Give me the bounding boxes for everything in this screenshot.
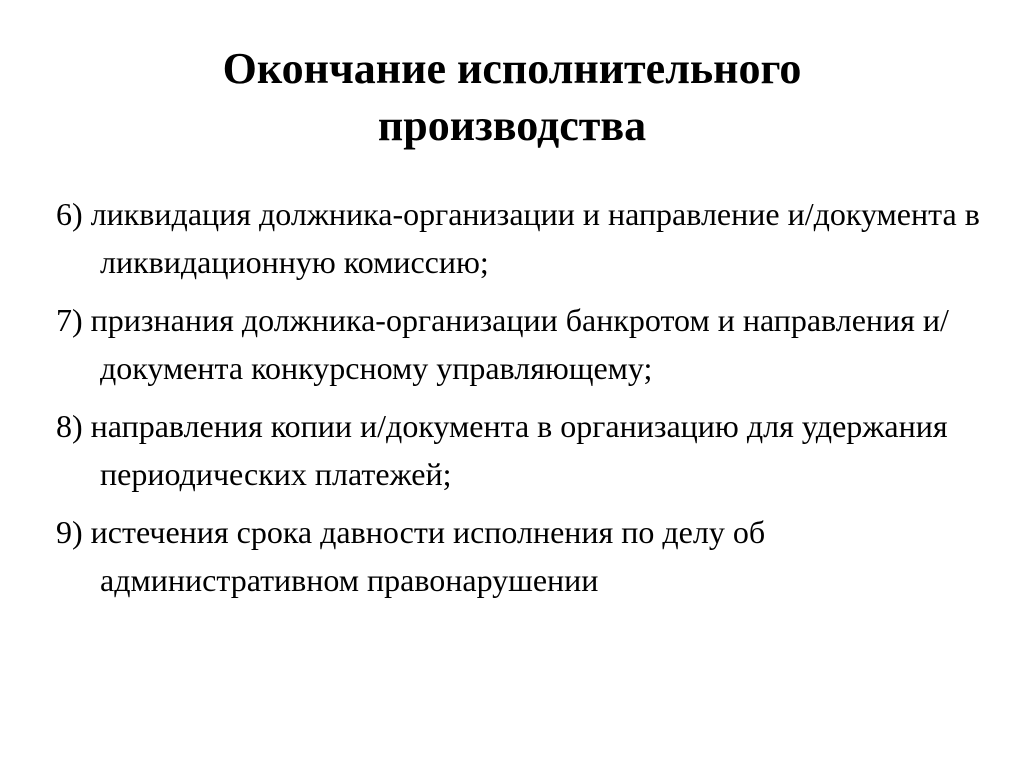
list-item-9: 9) истечения срока давности исполнения по делу об административном правонарушении [56, 514, 766, 598]
list-item-8: 8) направления копии и/документа в организацию для удержания периодических платежей; [56, 408, 948, 492]
slide-title [80, 40, 944, 154]
list-item-6: 6) ликвидация должника-организации и направление и/документа в ликвидационную комиссию; [56, 196, 980, 280]
slide-list [56, 190, 996, 614]
slide-title-line-1: Окончание исполнительного [222, 44, 802, 93]
list-item-7: 7) признания должника-организации банкротом и направления и/документа конкурсному управляющему; [56, 302, 949, 386]
slide-title-line-2: производства [377, 101, 647, 150]
